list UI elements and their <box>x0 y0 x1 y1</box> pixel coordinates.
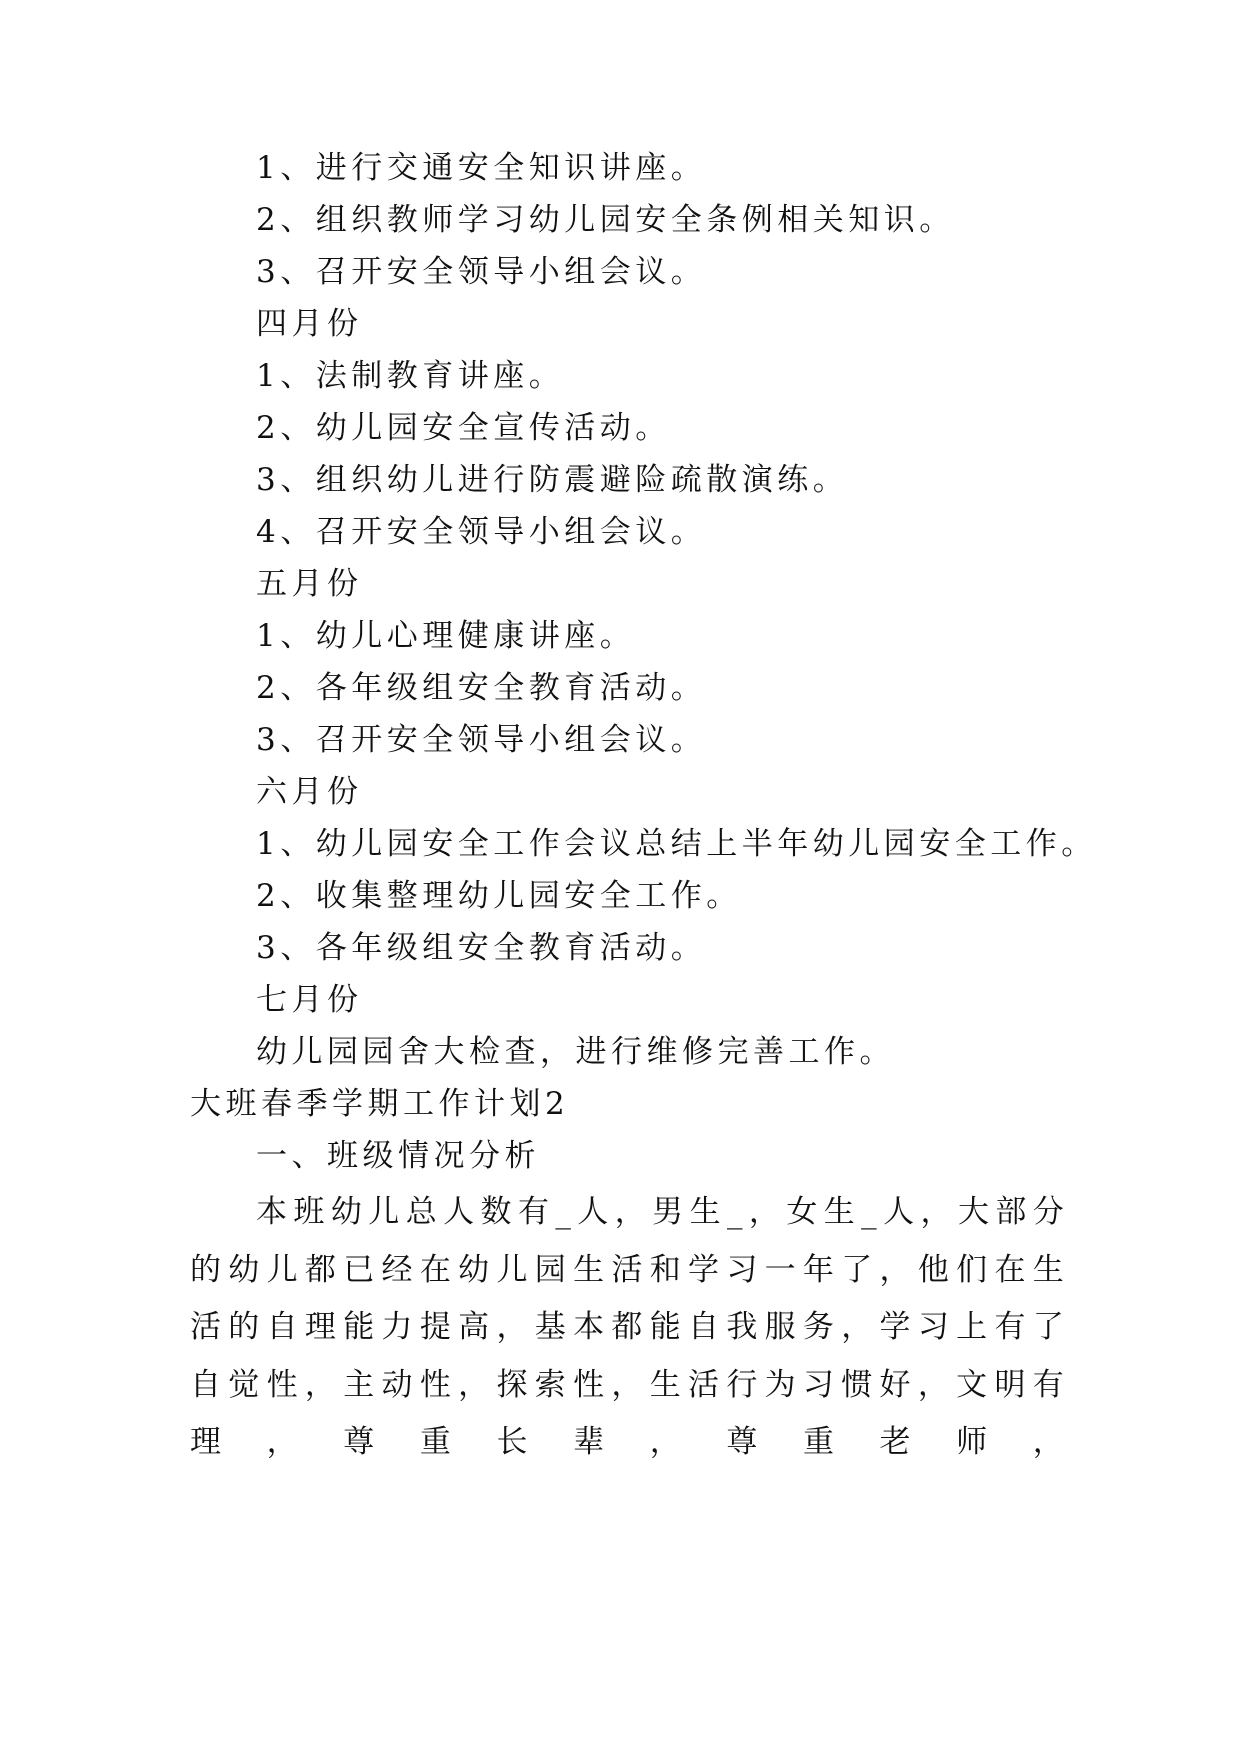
list-item: 幼儿园园舍大检查，进行维修完善工作。 <box>256 1034 895 1070</box>
list-item: 1、幼儿园安全工作会议总结上半年幼儿园安全工作。 <box>256 826 1097 862</box>
list-item: 2、收集整理幼儿园安全工作。 <box>256 878 742 914</box>
month-heading: 五月份 <box>256 566 363 602</box>
list-item: 3、召开安全领导小组会议。 <box>256 254 707 290</box>
list-item: 4、召开安全领导小组会议。 <box>256 514 707 550</box>
list-item: 2、组织教师学习幼儿园安全条例相关知识。 <box>256 202 955 238</box>
month-heading: 六月份 <box>256 774 363 810</box>
month-heading: 四月份 <box>256 306 363 342</box>
list-item: 3、各年级组安全教育活动。 <box>256 930 707 966</box>
section-title: 大班春季学期工作计划2 <box>190 1086 570 1122</box>
list-item: 3、组织幼儿进行防震避险疏散演练。 <box>256 462 849 498</box>
list-item: 1、法制教育讲座。 <box>256 358 565 394</box>
list-item: 3、召开安全领导小组会议。 <box>256 722 707 758</box>
month-heading: 七月份 <box>256 982 363 1018</box>
list-item: 1、幼儿心理健康讲座。 <box>256 618 636 654</box>
body-paragraph: 本班幼儿总人数有_人，男生_，女生_人，大部分的幼儿都已经在幼儿园生活和学习一年了，他们在生活的自理能力提高，基本都能自我服务，学习上有了自觉性，主动性，探索性，生活行为习惯好，文明有理，尊重长辈，尊重老师， <box>190 1194 1070 1461</box>
list-item: 1、进行交通安全知识讲座。 <box>256 150 707 186</box>
subheading: 一、班级情况分析 <box>256 1138 540 1174</box>
list-item: 2、各年级组安全教育活动。 <box>256 670 707 706</box>
list-item: 2、幼儿园安全宣传活动。 <box>256 410 671 446</box>
